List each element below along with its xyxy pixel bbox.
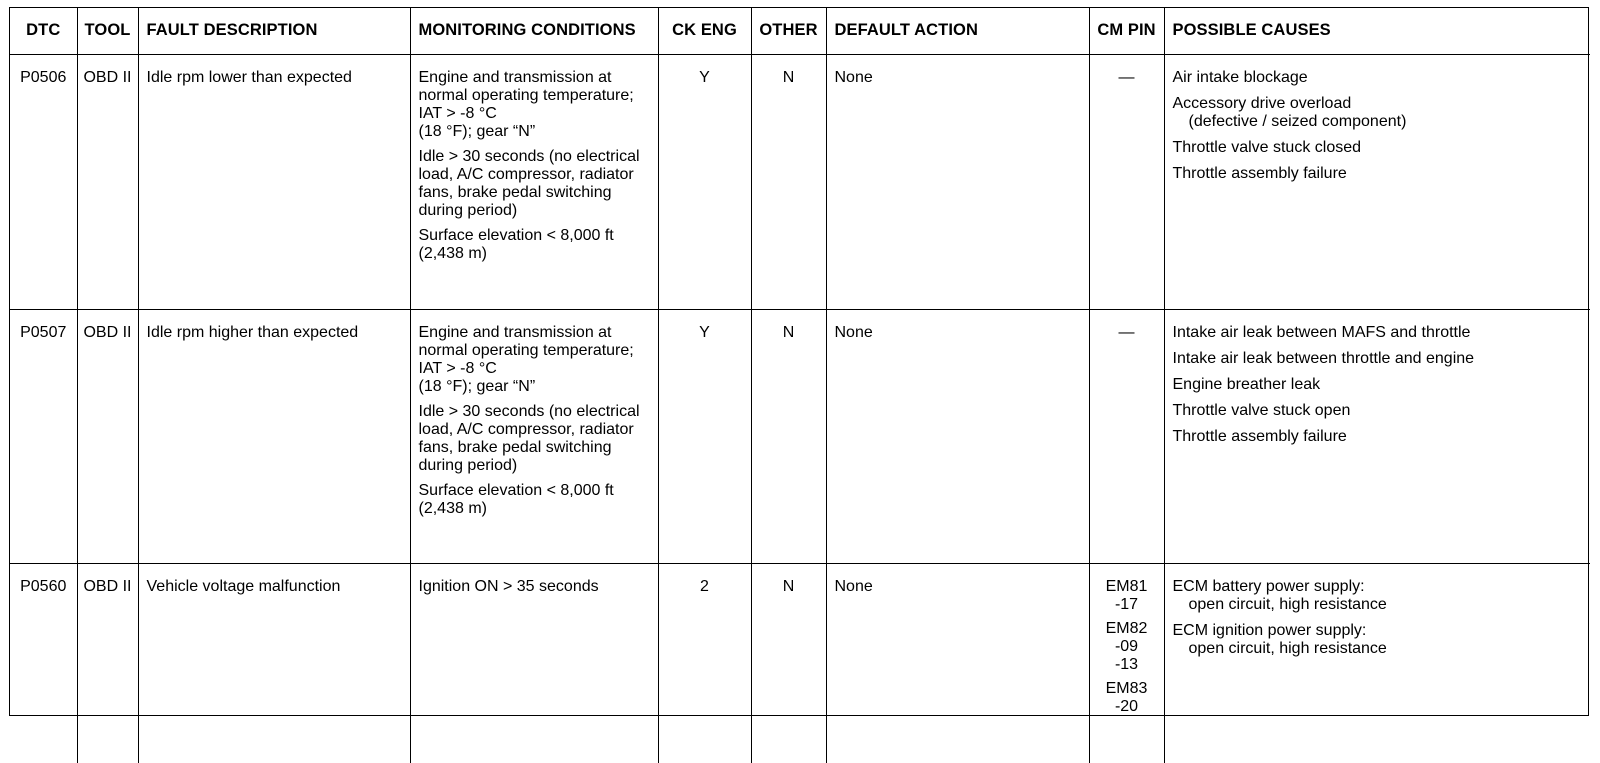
header-ck-eng: CK ENG [658, 8, 751, 54]
possible-causes-cell [1164, 54, 1590, 309]
pin-line: EM83 [1105, 679, 1148, 697]
fault-description-cell: Vehicle voltage malfunction [138, 563, 410, 763]
condition-line: (2,438 m) [418, 244, 487, 262]
dtc-cell: P0560 [10, 563, 77, 763]
cause-item [1173, 428, 1585, 446]
default-action-cell: None [826, 563, 1089, 763]
condition-line: Engine and transmission at [418, 68, 612, 86]
condition-line: Idle > 30 seconds (no electrical [418, 402, 640, 420]
pin-line: -13 [1114, 655, 1139, 673]
other-cell: N [751, 309, 826, 563]
condition-line: fans, brake pedal switching [418, 183, 612, 201]
condition-line: IAT > -8 °C [418, 104, 497, 122]
condition-line: load, A/C compressor, radiator [418, 420, 634, 438]
condition-line: Ignition ON > 35 seconds [418, 577, 599, 595]
cause-line: Throttle assembly failure [1172, 164, 1347, 182]
table-body [10, 54, 1590, 763]
dtc-cell: P0506 [10, 54, 77, 309]
condition-line: Idle > 30 seconds (no electrical [418, 147, 640, 165]
pin-line: EM82 [1105, 619, 1148, 637]
monitoring-conditions-cell [410, 54, 658, 309]
cause-line: Throttle assembly failure [1172, 427, 1347, 445]
condition-group [419, 148, 652, 220]
monitoring-conditions-cell [410, 309, 658, 563]
cause-line: Throttle valve stuck open [1172, 401, 1351, 419]
condition-group [419, 227, 652, 263]
condition-line: Surface elevation < 8,000 ft [418, 481, 614, 499]
ck-eng-cell: Y [658, 54, 751, 309]
cause-item [1173, 165, 1585, 183]
condition-line: (18 °F); gear “N” [418, 122, 536, 140]
condition-line: Engine and transmission at [418, 323, 612, 341]
header-monitoring-conditions: MONITORING CONDITIONS [410, 8, 658, 54]
default-action-cell: None [826, 54, 1089, 309]
pin-group [1094, 620, 1160, 674]
cause-detail: (defective / seized component) [1188, 112, 1407, 130]
possible-causes-cell [1164, 563, 1590, 763]
cause-line: Engine breather leak [1172, 375, 1321, 393]
other-cell: N [751, 563, 826, 763]
cause-detail: open circuit, high resistance [1188, 639, 1387, 657]
fault-description-cell: Idle rpm lower than expected [138, 54, 410, 309]
tool-cell: OBD II [77, 54, 138, 309]
condition-line: normal operating temperature; [418, 86, 634, 104]
cause-line: Air intake blockage [1172, 68, 1308, 86]
cause-detail: open circuit, high resistance [1188, 595, 1387, 613]
pin-group [1094, 680, 1160, 716]
cause-item [1173, 350, 1585, 368]
cause-item [1173, 69, 1585, 87]
condition-group [419, 403, 652, 475]
condition-line: IAT > -8 °C [418, 359, 497, 377]
condition-group [419, 69, 652, 141]
tool-cell: OBD II [77, 309, 138, 563]
header-default-action: DEFAULT ACTION [826, 8, 1089, 54]
cause-line: ECM ignition power supply: [1172, 621, 1367, 639]
tool-cell: OBD II [77, 563, 138, 763]
header-dtc: DTC [10, 8, 77, 54]
cm-pin-cell [1089, 54, 1164, 309]
condition-group [419, 324, 652, 396]
pin-line: -09 [1114, 637, 1139, 655]
table-row [10, 309, 1590, 563]
cause-item [1173, 578, 1585, 614]
pin-line: — [1118, 68, 1135, 86]
cause-line: Throttle valve stuck closed [1172, 138, 1362, 156]
condition-line: load, A/C compressor, radiator [418, 165, 634, 183]
cause-item [1173, 376, 1585, 394]
header-cm-pin: CM PIN [1089, 8, 1164, 54]
dtc-cell: P0507 [10, 309, 77, 563]
condition-group [419, 482, 652, 518]
dtc-table-container [9, 7, 1589, 716]
cause-item [1173, 139, 1585, 157]
condition-line: Surface elevation < 8,000 ft [418, 226, 614, 244]
condition-line: during period) [418, 201, 518, 219]
pin-line: -17 [1114, 595, 1139, 613]
cause-item [1173, 402, 1585, 420]
header-fault-description: FAULT DESCRIPTION [138, 8, 410, 54]
condition-line: (18 °F); gear “N” [418, 377, 536, 395]
condition-line: normal operating temperature; [418, 341, 634, 359]
fault-description-cell: Idle rpm higher than expected [138, 309, 410, 563]
cause-item [1173, 622, 1585, 658]
pin-group [1094, 324, 1160, 342]
cause-line: Accessory drive overload [1172, 94, 1352, 112]
condition-group [419, 578, 652, 596]
cause-line: ECM battery power supply: [1172, 577, 1365, 595]
cause-item [1173, 95, 1585, 131]
other-cell: N [751, 54, 826, 309]
header-row [10, 8, 1590, 54]
ck-eng-cell: Y [658, 309, 751, 563]
header-possible-causes: POSSIBLE CAUSES [1164, 8, 1590, 54]
cause-item [1173, 324, 1585, 342]
condition-line: during period) [418, 456, 518, 474]
possible-causes-cell [1164, 309, 1590, 563]
dtc-table [10, 8, 1590, 763]
pin-group [1094, 578, 1160, 614]
monitoring-conditions-cell [410, 563, 658, 763]
pin-line: EM81 [1105, 577, 1148, 595]
cm-pin-cell [1089, 563, 1164, 763]
table-row [10, 563, 1590, 763]
pin-line: -20 [1114, 697, 1139, 715]
pin-group [1094, 69, 1160, 87]
table-row [10, 54, 1590, 309]
header-tool: TOOL [77, 8, 138, 54]
condition-line: fans, brake pedal switching [418, 438, 612, 456]
condition-line: (2,438 m) [418, 499, 487, 517]
pin-line: — [1118, 323, 1135, 341]
header-other: OTHER [751, 8, 826, 54]
default-action-cell: None [826, 309, 1089, 563]
cm-pin-cell [1089, 309, 1164, 563]
cause-line: Intake air leak between throttle and engine [1172, 349, 1475, 367]
ck-eng-cell: 2 [658, 563, 751, 763]
cause-line: Intake air leak between MAFS and throttle [1172, 323, 1471, 341]
